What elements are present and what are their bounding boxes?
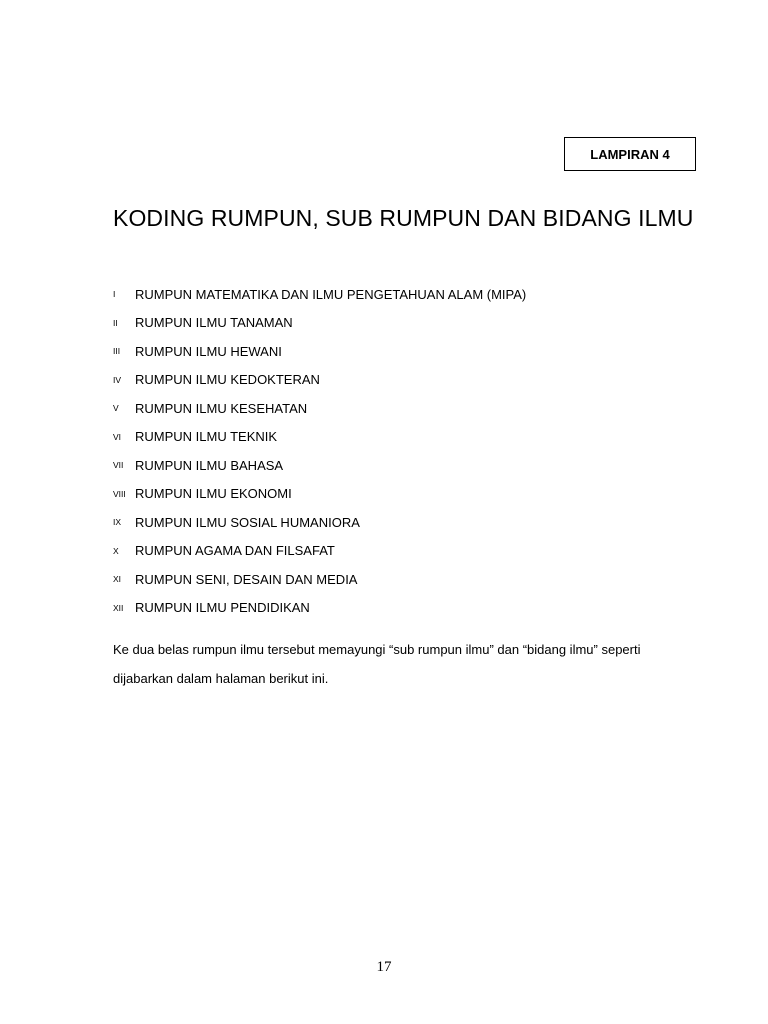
rumpun-number: VIII <box>113 488 126 499</box>
rumpun-label: RUMPUN ILMU BAHASA <box>135 457 284 473</box>
rumpun-label: RUMPUN ILMU KESEHATAN <box>135 400 308 416</box>
rumpun-label: RUMPUN ILMU SOSIAL HUMANIORA <box>135 514 360 530</box>
rumpun-number: XI <box>113 574 122 585</box>
lampiran-label: LAMPIRAN 4 <box>564 137 696 171</box>
rumpun-number: II <box>113 317 118 328</box>
rumpun-number: V <box>113 403 119 414</box>
list-item <box>113 565 526 594</box>
page-title: KODING RUMPUN, SUB RUMPUN DAN BIDANG ILMU <box>113 205 694 231</box>
page-number: 17 <box>376 959 392 975</box>
rumpun-number: III <box>113 346 121 357</box>
rumpun-number: VII <box>113 460 124 471</box>
rumpun-label: RUMPUN ILMU KEDOKTERAN <box>135 372 320 388</box>
rumpun-label: RUMPUN AGAMA DAN FILSAFAT <box>135 543 335 559</box>
rumpun-label: RUMPUN ILMU EKONOMI <box>135 486 292 502</box>
rumpun-number: X <box>113 545 119 556</box>
rumpun-number: IX <box>113 517 122 528</box>
list-item <box>113 537 526 566</box>
list-item <box>113 480 526 509</box>
rumpun-number: IV <box>113 374 122 385</box>
rumpun-number: I <box>113 289 116 300</box>
rumpun-label: RUMPUN MATEMATIKA DAN ILMU PENGETAHUAN ALAM (MIPA) <box>135 286 527 302</box>
list-item <box>113 366 526 395</box>
rumpun-label: RUMPUN SENI, DESAIN DAN MEDIA <box>135 571 358 587</box>
rumpun-label: RUMPUN ILMU PENDIDIKAN <box>135 600 310 616</box>
list-item <box>113 280 526 309</box>
list-item <box>113 309 526 338</box>
list-item <box>113 423 526 452</box>
list-item <box>113 337 526 366</box>
list-item <box>113 508 526 537</box>
rumpun-number: VI <box>113 431 122 442</box>
rumpun-list <box>113 280 526 622</box>
rumpun-number: XII <box>113 602 124 613</box>
list-item <box>113 394 526 423</box>
list-item <box>113 594 526 623</box>
rumpun-label: RUMPUN ILMU TANAMAN <box>135 315 293 331</box>
rumpun-label: RUMPUN ILMU TEKNIK <box>135 429 278 445</box>
rumpun-label: RUMPUN ILMU HEWANI <box>135 343 282 359</box>
list-item <box>113 451 526 480</box>
closing-paragraph: Ke dua belas rumpun ilmu tersebut memayungi “sub rumpun ilmu” dan “bidang ilmu” seperti dijabarkan dalam halaman berikut ini. <box>113 642 641 686</box>
